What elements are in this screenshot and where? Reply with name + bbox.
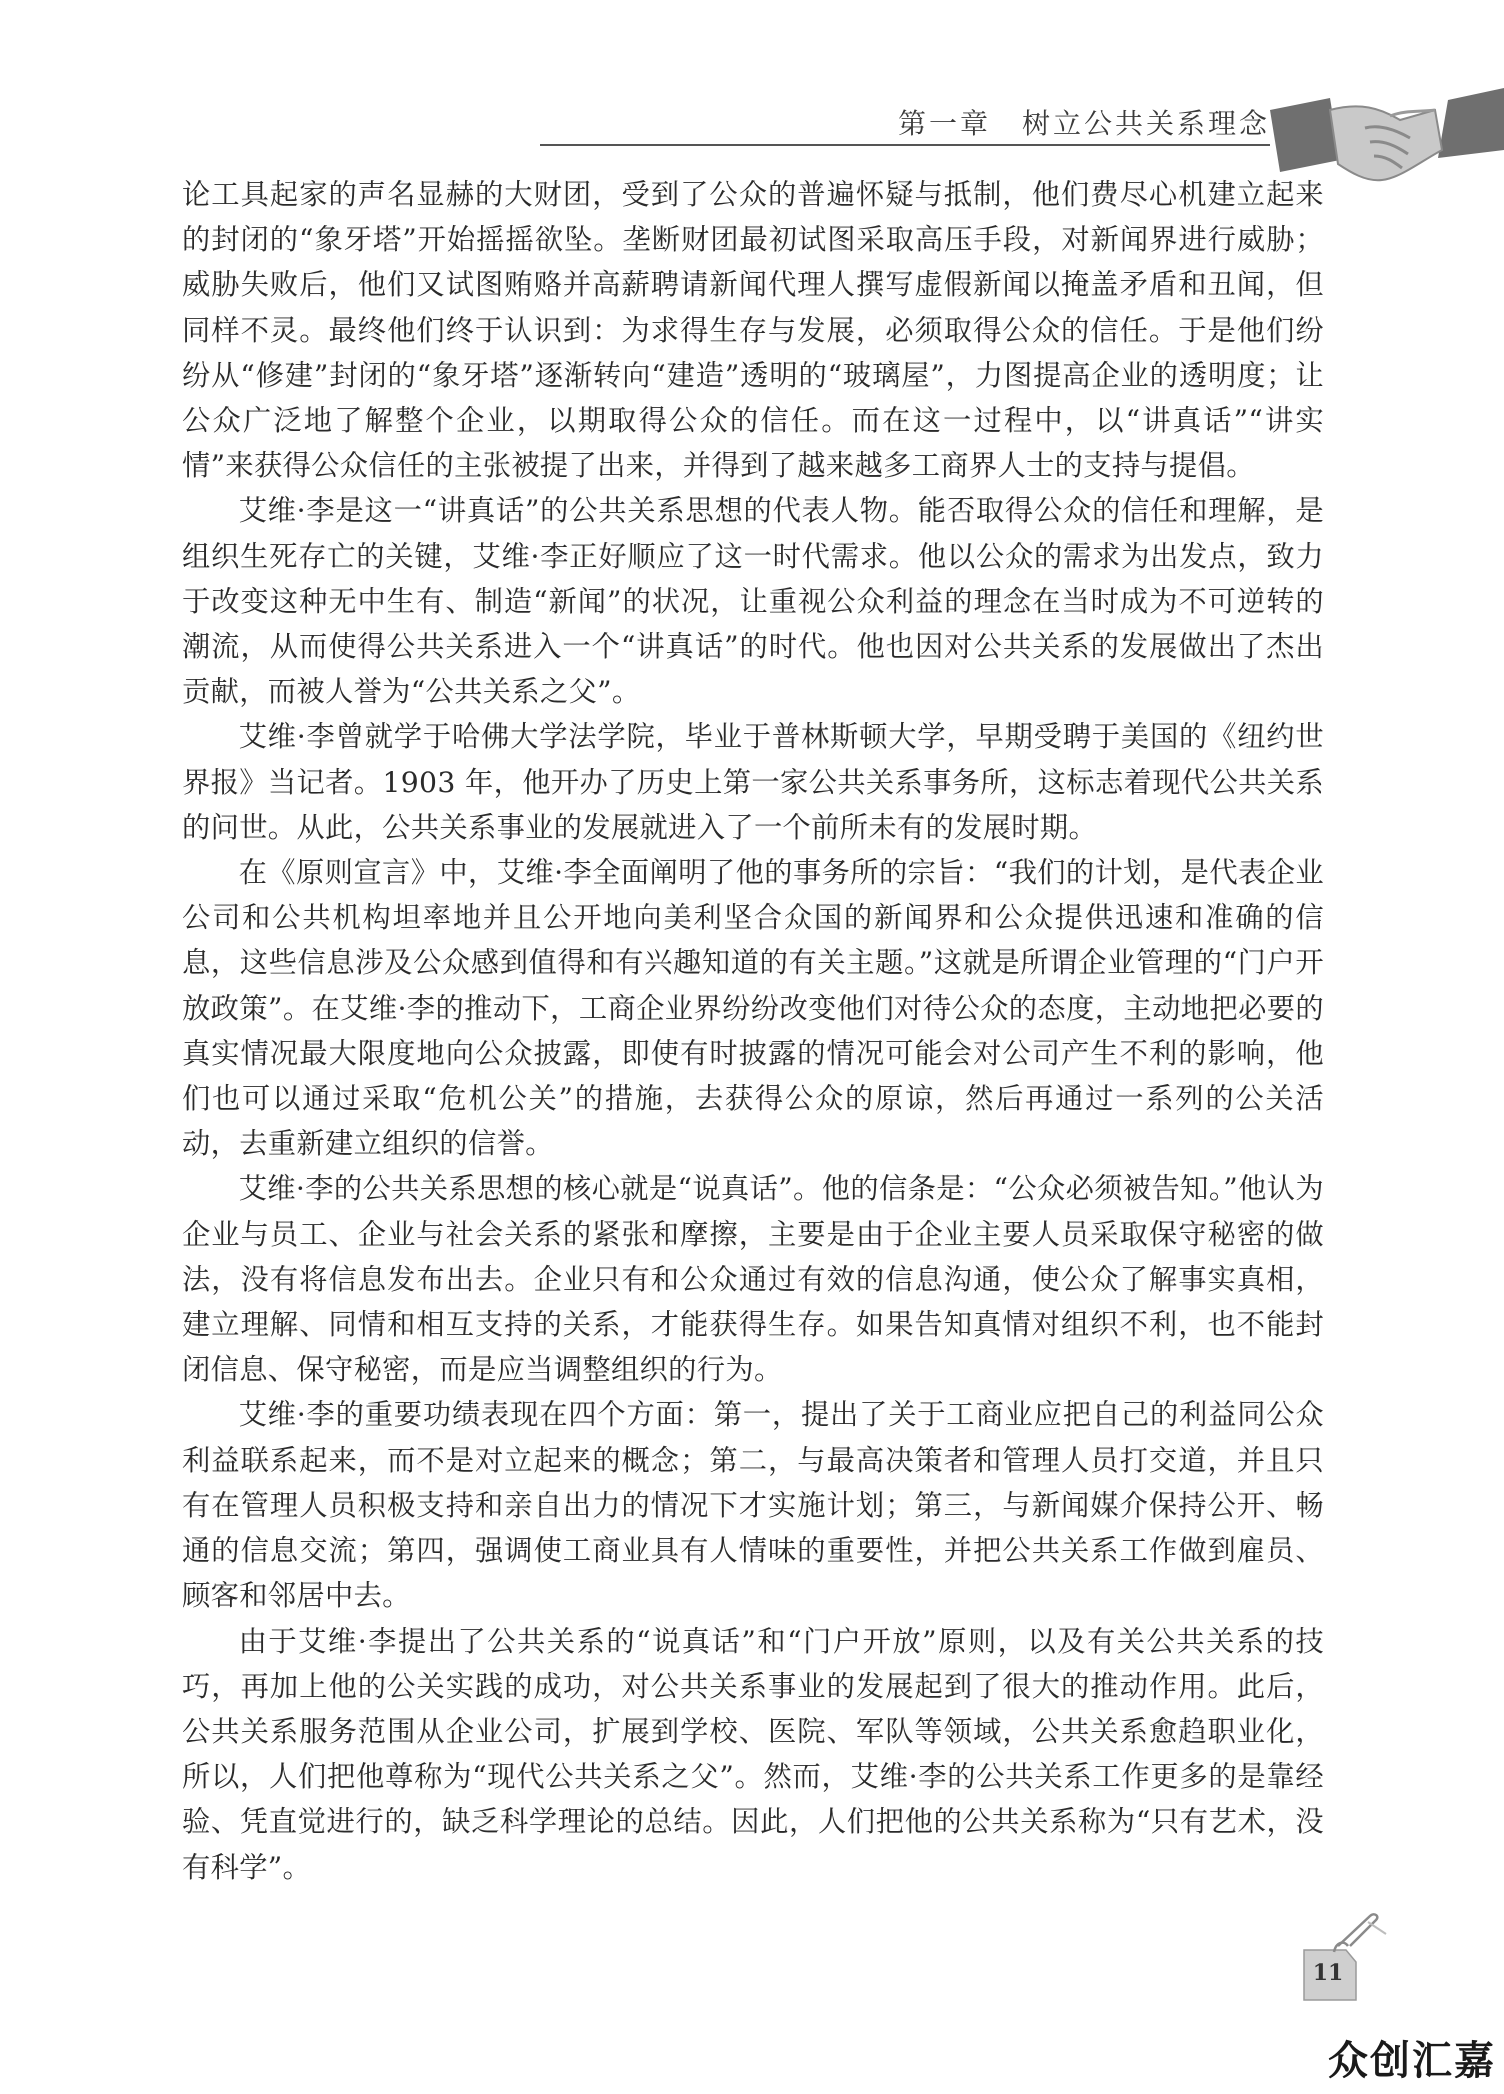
paragraph: 艾维·李的重要功绩表现在四个方面：第一，提出了关于工商业应把自己的利益同公众利益联系起来，而不是对立起来的概念；第二，与最高决策者和管理人员打交道，并且只有在管理人员积极支持和亲自出力的情况下才实施计划；第三，与新闻媒介保持公开、畅通的信息交流；第四，强调使工商业具有人情味的重要性，并把公共关系工作做到雇员、顾客和邻居中去。 <box>182 1398 1324 1613</box>
watermark: 众创汇嘉 <box>1328 2038 1496 2084</box>
paragraph: 艾维·李曾就学于哈佛大学法学院，毕业于普林斯顿大学，早期受聘于美国的《纽约世界报》当记者。1903 年，他开办了历史上第一家公共关系事务所，这标志着现代公共关系的问世。从此，公共关系事业的发展就进入了一个前所未有的发展时期。 <box>182 720 1324 844</box>
paragraph: 艾维·李的公共关系思想的核心就是“说真话”。他的信条是：“公众必须被告知。”他认为企业与员工、企业与社会关系的紧张和摩擦，主要是由于企业主要人员采取保守秘密的做法，没有将信息发布出去。企业只有和公众通过有效的信息沟通，使公众了解事实真相，建立理解、同情和相互支持的关系，才能获得生存。如果告知真情对组织不利，也不能封闭信息、保守秘密，而是应当调整组织的行为。 <box>182 1172 1324 1387</box>
paragraph: 论工具起家的声名显赫的大财团，受到了公众的普遍怀疑与抵制，他们费尽心机建立起来的封闭的“象牙塔”开始摇摇欲坠。垄断财团最初试图采取高压手段，对新闻界进行威胁；威胁失败后，他们又试图贿赂并高薪聘请新闻代理人撰写虚假新闻以掩盖矛盾和丑闻，但同样不灵。最终他们终于认识到：为求得生存与发展，必须取得公众的信任。于是他们纷纷从“修建”封闭的“象牙塔”逐渐转向“建造”透明的“玻璃屋”，力图提高企业的透明度；让公众广泛地了解整个企业，以期取得公众的信任。而在这一过程中，以“讲真话”“讲实情”来获得公众信任的主张被提了出来，并得到了越来越多工商界人士的支持与提倡。 <box>182 178 1324 483</box>
paragraph: 由于艾维·李提出了公共关系的“说真话”和“门户开放”原则，以及有关公共关系的技巧，再加上他的公关实践的成功，对公共关系事业的发展起到了很大的推动作用。此后，公共关系服务范围从企业公司，扩展到学校、医院、军队等领域，公共关系愈趋职业化，所以，人们把他尊称为“现代公共关系之父”。然而，艾维·李的公共关系工作更多的是靠经验、凭直觉进行的，缺乏科学理论的总结。因此，人们把他的公共关系称为“只有艺术，没有科学”。 <box>182 1624 1324 1884</box>
chapter-title: 第一章 树立公共关系理念 <box>897 107 1270 140</box>
running-header <box>540 92 1270 146</box>
page-number: 11 <box>1312 1960 1344 1986</box>
paragraph: 艾维·李是这一“讲真话”的公共关系思想的代表人物。能否取得公众的信任和理解，是组织生死存亡的关键，艾维·李正好顺应了这一时代需求。他以公众的需求为出发点，致力于改变这种无中生有、制造“新闻”的状况，让重视公众利益的理念在当时成为不可逆转的潮流，从而使得公共关系进入一个“讲真话”的时代。他也因对公共关系的发展做出了杰出贡献，而被人誉为“公共关系之父”。 <box>182 494 1324 709</box>
paragraph: 在《原则宣言》中，艾维·李全面阐明了他的事务所的宗旨：“我们的计划，是代表企业公司和公共机构坦率地并且公开地向美利坚合众国的新闻界和公众提供迅速和准确的信息，这些信息涉及公众感到值得和有兴趣知道的有关主题。”这就是所谓企业管理的“门户开放政策”。在艾维·李的推动下，工商企业界纷纷改变他们对待公众的态度，主动地把必要的真实情况最大限度地向公众披露，即使有时披露的情况可能会对公司产生不利的影响，他们也可以通过采取“危机公关”的措施，去获得公众的原谅，然后再通过一系列的公关活动，去重新建立组织的信誉。 <box>182 856 1324 1161</box>
header-rule <box>540 144 1270 146</box>
body-text <box>182 172 1324 1890</box>
